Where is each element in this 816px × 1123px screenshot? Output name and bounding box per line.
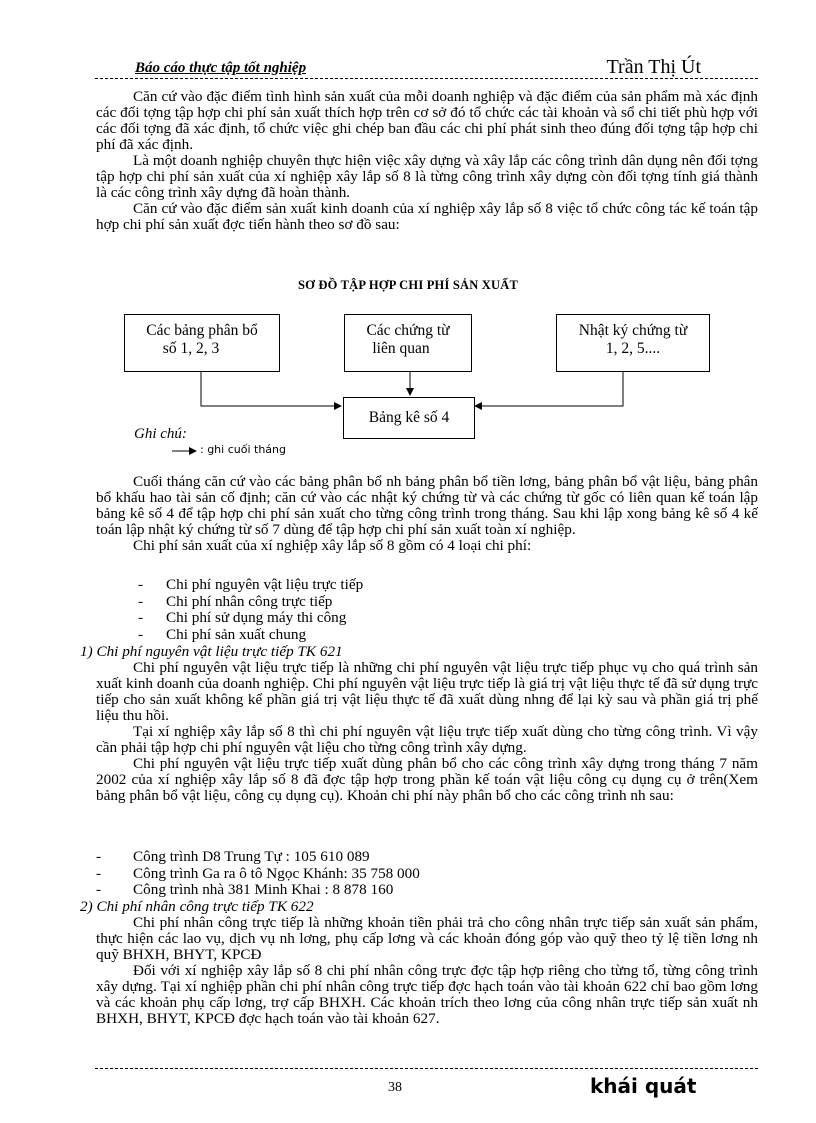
footer-divider <box>95 1068 758 1069</box>
section1-body <box>96 660 758 804</box>
section1-heading: 1) Chi phí nguyên vật liệu trực tiếp TK 621 <box>80 643 343 660</box>
summary-block <box>96 474 758 554</box>
box-label: Nhật ký chứng từ <box>578 322 688 339</box>
arrow-right-to-schedule <box>475 371 623 406</box>
box-label: số 1, 2, 3 <box>162 340 220 357</box>
list-item: - Chi phí nhân công trực tiếp <box>138 592 333 610</box>
intro-paragraph: Căn cứ vào đặc điểm sản xuất kinh doanh của xí nghiệp xây lắp số 8 việc tổ chức công tác kế toán tập hợp chi phí sản xuất đợc tiến hành theo sơ đồ sau: <box>96 200 758 233</box>
header-title: Báo cáo thực tập tốt nghiệp <box>135 60 307 76</box>
box-label: 1, 2, 5.... <box>605 340 661 357</box>
summary-paragraph: Chi phí sản xuất của xí nghiệp xây lắp số 8 gồm có 4 loại chi phí: <box>133 537 532 554</box>
diagram-title: SƠ ĐỒ TẬP HỢP CHI PHÍ SẢN XUẤT <box>297 278 519 292</box>
list-item: - Chi phí sử dụng máy thi công <box>138 609 347 626</box>
box-schedule-4: Bảng kê số 4 <box>343 397 475 439</box>
list-item: - Công trình Ga ra ô tô Ngọc Khánh: 35 758 000 <box>96 864 420 882</box>
section2-paragraph: Đối với xí nghiệp xây lắp số 8 chi phí nhân công trực đợc tập hợp riêng cho từng tổ, từng công trình xây dựng. Tại xí nghiệp phần chi phí nhân công trực tiếp đợc hạch toán vào tài khoản 622 chỉ bao gồm lơng và các khoản phụ cấp lơng, trợ cấp BHXH. Các khoản trích theo lơng của công nhân trực tiếp sản xuất nh BHXH, BHYT, KPCĐ đợc hạch toán vào tài khoản 627. <box>96 962 758 1027</box>
page-number: 38 <box>388 1080 402 1095</box>
section1-paragraph: Chi phí nguyên vật liệu trực tiếp là những chi phí nguyên vật liệu trực tiếp phục vụ cho quá trình sản xuất kinh doanh của doanh nghiệp. Chi phí nguyên vật liệu trực tiếp là giá trị vật liệu thực tế đã sử dụng trực tiếp cho sản xuất không kể phần giá trị vật liệu thực tế đã xuất dùng nhng để lại kỳ sau và phần giá trị phế liệu thu hồi. <box>96 659 758 724</box>
header-author: Trần Thị Út <box>606 56 701 78</box>
box-label: liên quan <box>372 340 430 357</box>
footer-label: khái quát <box>590 1074 697 1098</box>
section1-paragraph: Chi phí nguyên vật liệu trực tiếp xuất dùng phân bổ cho các công trình xây dựng trong tháng 7 năm 2002 của xí nghiệp xây lắp số 8 đã đợc tập hợp trong phần kế toán vật liệu công cụ dụng cụ ở trên(Xem bảng phân bổ vật liệu, công cụ dụng cụ). Khoản chi phí này phân bổ cho các công trình nh sau: <box>96 755 758 804</box>
section2-paragraph: Chi phí nhân công trực tiếp là những khoản tiền phải trả cho công nhân trực tiếp sản xuất sản phẩm, thực hiện các lao vụ, dịch vụ nh lơng, phụ cấp lơng và các khoản đóng góp vào quỹ theo tỷ lệ tiền lơng nh quỹ BHXH, BHYT, KPCĐ <box>96 914 758 963</box>
intro-paragraph: Căn cứ vào đặc điểm tình hình sản xuất của mỗi doanh nghiệp và đặc điểm của sản phẩm mà xác định các đối tợng tập hợp chi phí sản xuất thích hợp trên cơ sở đó tổ chức các tài khoản và sổ chi tiết phù hợp với các đối tợng đã xác định, tổ chức việc ghi chép ban đầu các chi phí phát sinh theo đúng đối tợng tập hợp chi phí đã xác định. <box>96 88 758 153</box>
section2-heading: 2) Chi phí nhân công trực tiếp TK 622 <box>80 898 314 915</box>
list-item: - Chi phí sản xuất chung <box>138 625 307 643</box>
list-item: - Chi phí nguyên vật liệu trực tiếp <box>138 576 364 593</box>
summary-paragraph: Cuối tháng căn cứ vào các bảng phân bổ nh bảng phân bổ tiền lơng, bảng phân bổ vật liệu, bảng phân bổ khấu hao tài sản cố định; căn cứ vào các nhật ký chứng từ và các chứng từ gốc có liên quan kế toán lập bảng kê số 4 để tập hợp chi phí sản xuất cho từng công trình trong tháng. Sau khi lập xong bảng kê số 4 kế toán lập nhật ký chứng từ số 7 dùng để tập hợp chi phí sản xuất toàn xí nghiệp. <box>96 473 758 538</box>
diagram-note-label: Ghi chú: <box>134 426 187 442</box>
arrow-left-to-schedule <box>201 371 341 406</box>
box-label: Các bảng phân bổ <box>146 322 258 339</box>
project-cost-list <box>96 849 420 899</box>
list-item: - Công trình D8 Trung Tự : 105 610 089 <box>96 848 370 865</box>
box-label: Các chứng từ <box>366 322 450 339</box>
section1-paragraph: Tại xí nghiệp xây lắp số 8 thì chi phí nguyên vật liệu trực tiếp xuất dùng cho từng công trình. Vì vậy cần phải tập hợp chi phí nguyên vật liệu cho từng công trình xây dựng. <box>96 723 758 756</box>
intro-paragraph: Là một doanh nghiệp chuyên thực hiện việc xây dựng và xây lắp các công trình dân dụng nên đối tợng tập hợp chi phí sản xuất của xí nghiệp xây lắp số 8 là từng công trình xây dựng còn đối tợng tính giá thành là các công trình xây dựng đã hoàn thành. <box>96 152 758 201</box>
diagram-legend: : ghi cuối tháng <box>200 443 286 456</box>
list-item: - Công trình nhà 381 Minh Khai : 8 878 160 <box>96 881 394 898</box>
section2-body <box>96 915 758 1027</box>
cost-type-list <box>138 577 363 643</box>
